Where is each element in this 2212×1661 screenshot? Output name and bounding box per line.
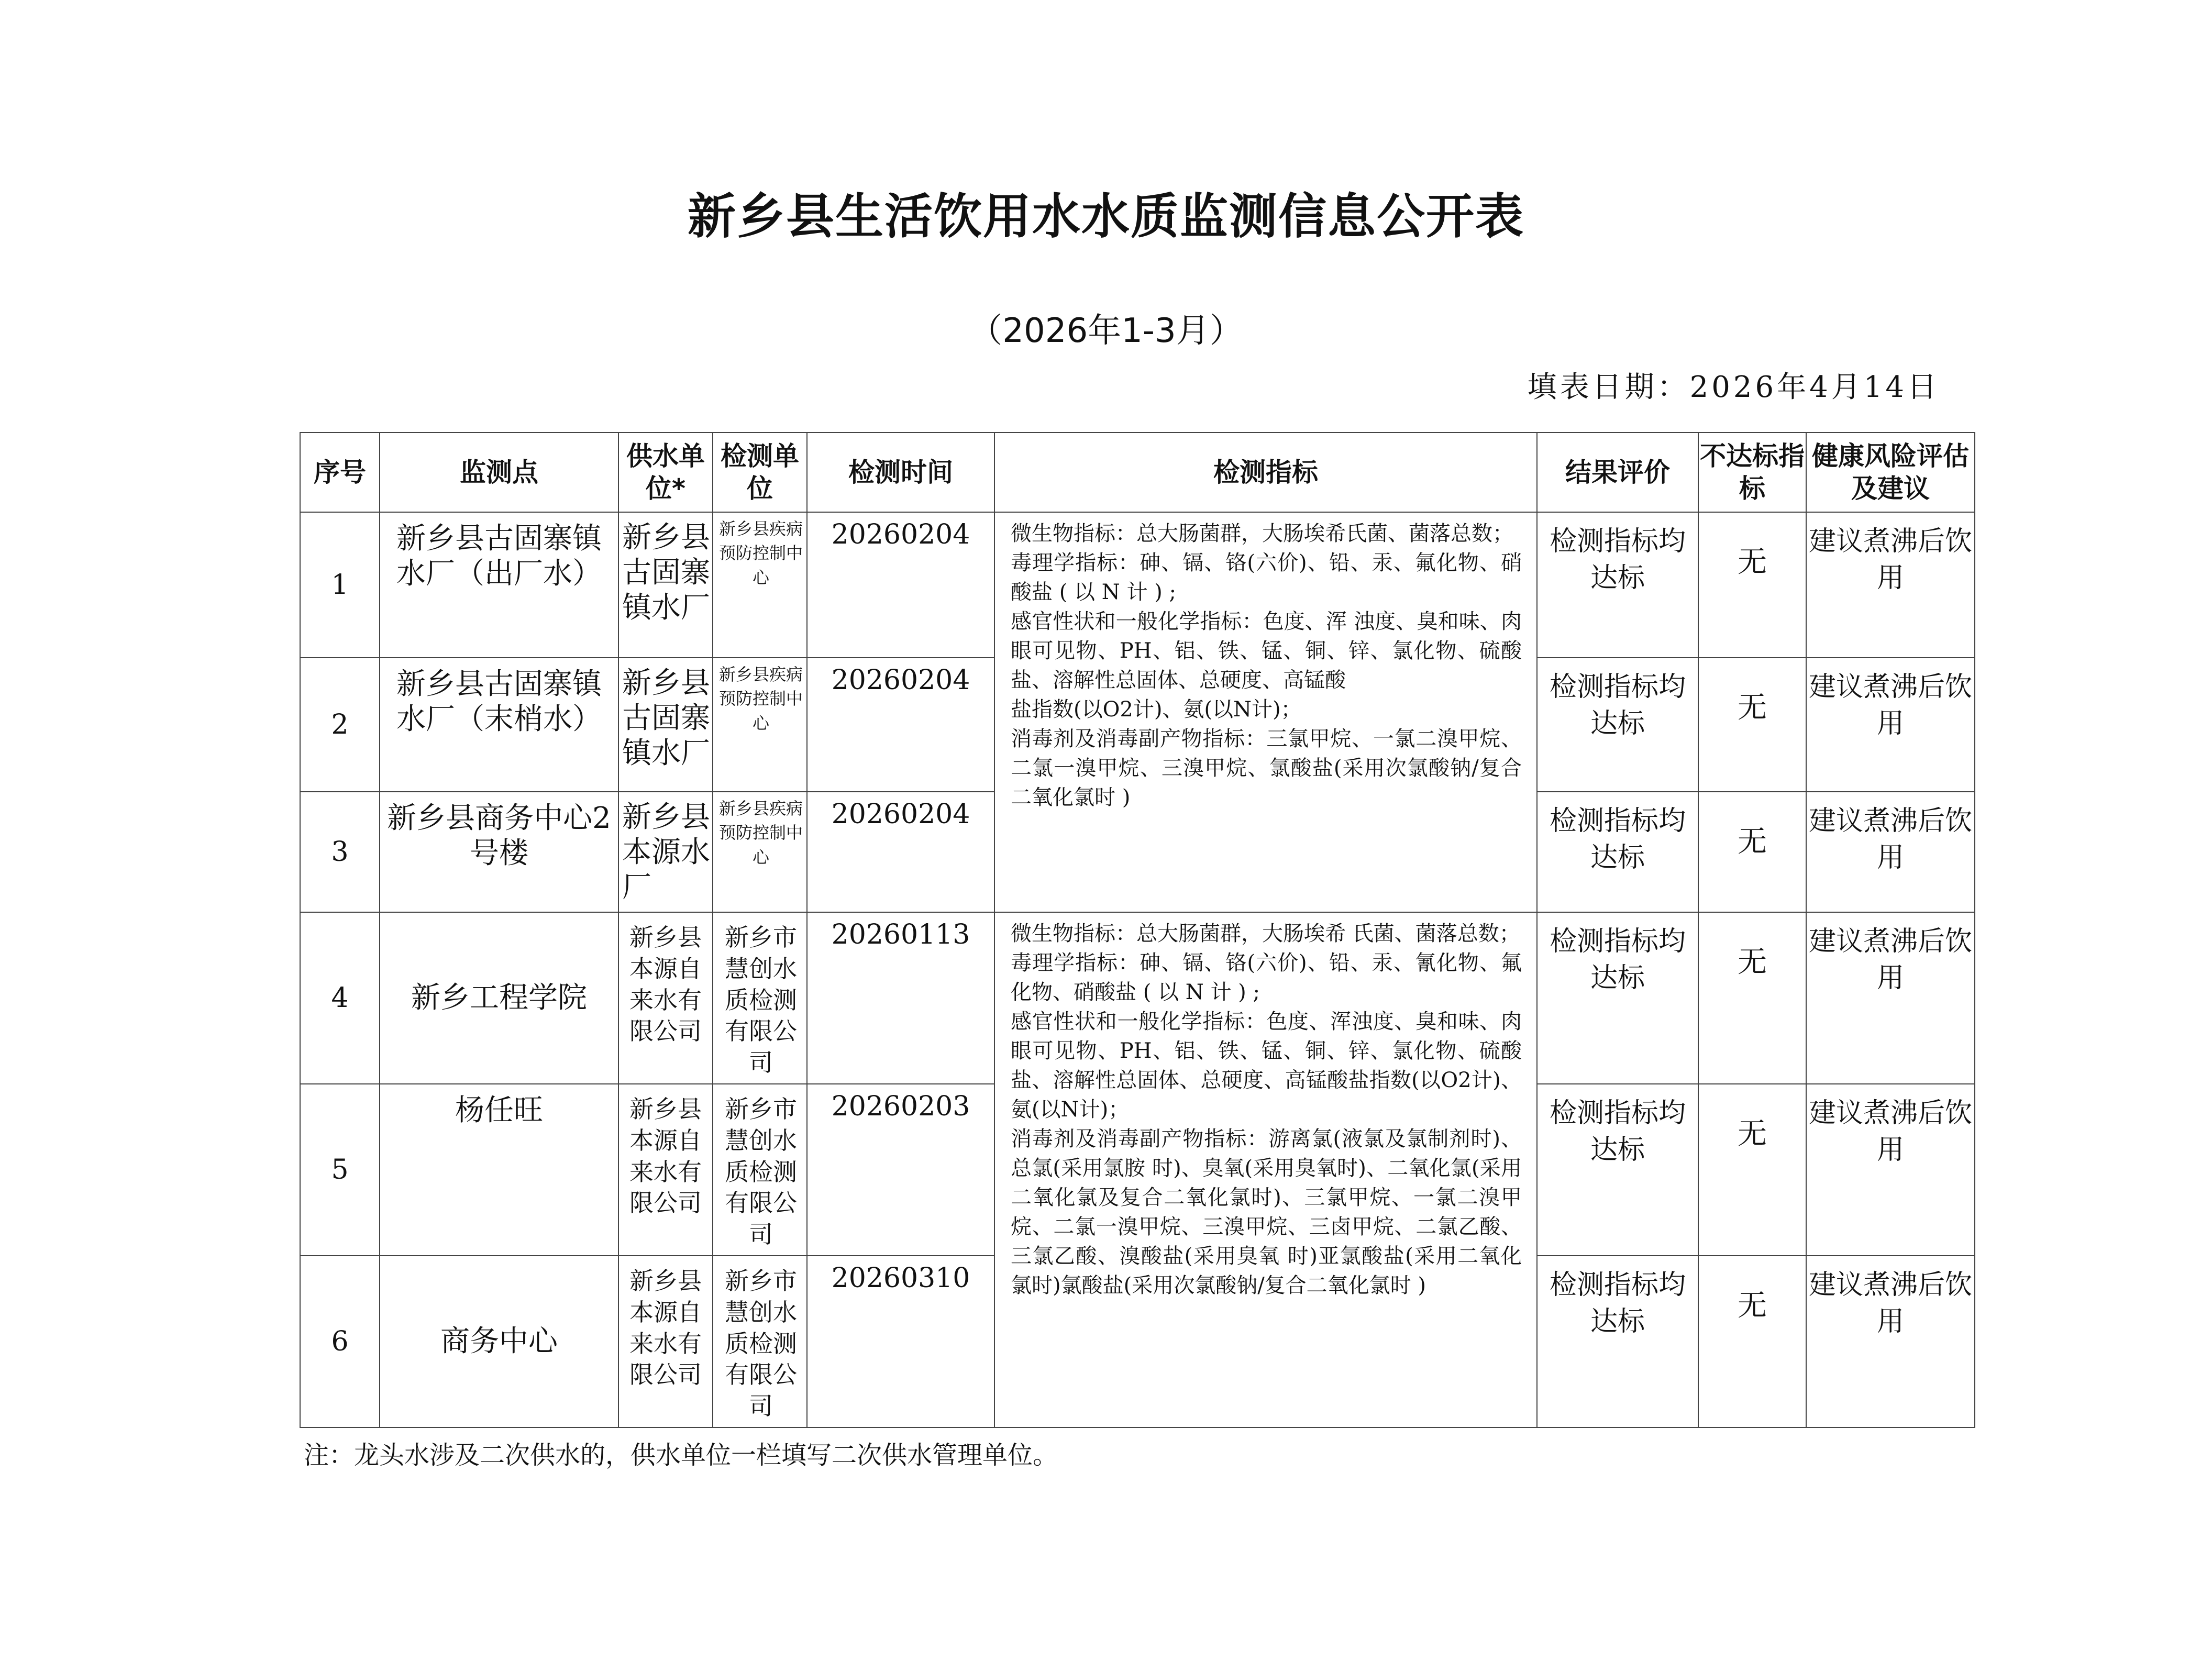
page-title: 新乡县生活饮用水水质监测信息公开表 <box>687 189 1524 245</box>
header-site: 监测点 <box>380 433 618 512</box>
cell-time: 20260204 <box>807 792 994 912</box>
header-no: 序号 <box>300 433 380 512</box>
indicator-disinfect: 消毒剂及消毒副产物指标：游离氯(液氯及氯制剂时)、总氯(采用氯胺 时)、臭氧(采用臭氧时)、二氧化氯(采用二氧化氯及复合二氧化氯时)、三氯甲烷、一氯二溴甲烷、二氯一溴甲烷、三溴甲烷、三卤甲烷、二氯乙酸、三氯乙酸、溴酸盐(采用臭氧 时)亚氯酸盐(采用二氧化氯时)氯酸盐(采用次氯酸钠/复合二氧化氯时 ) <box>1011 1127 1522 1298</box>
header-time: 检测时间 <box>807 433 994 512</box>
water-quality-table <box>300 432 1975 1428</box>
cell-fail: 无 <box>1698 1256 1806 1427</box>
cell-supplier: 新乡县古固寨镇水厂 <box>618 512 713 658</box>
cell-time: 20260310 <box>807 1256 994 1427</box>
footnote: 注：龙头水涉及二次供水的，供水单位一栏填写二次供水管理单位。 <box>304 1441 1058 1470</box>
header-advice: 健康风险评估及建议 <box>1806 433 1975 512</box>
cell-supplier: 新乡县本源自来水有限公司 <box>618 1256 713 1427</box>
header-lab: 检测单位 <box>713 433 807 512</box>
fill-date: 填表日期：2026年4月14日 <box>1527 370 1940 404</box>
cell-fail: 无 <box>1698 912 1806 1084</box>
table-row <box>300 912 1975 1084</box>
cell-result: 检测指标均达标 <box>1537 912 1698 1084</box>
cell-no: 4 <box>300 912 380 1084</box>
cell-lab: 新乡县疾病预防控制中心 <box>713 792 807 912</box>
cell-advice: 建议煮沸后饮用 <box>1806 1256 1975 1427</box>
cell-time: 20260204 <box>807 512 994 658</box>
cell-site: 杨任旺 <box>380 1084 618 1256</box>
cell-fail: 无 <box>1698 792 1806 912</box>
cell-time: 20260113 <box>807 912 994 1084</box>
indicator-micro: 微生物指标：总大肠菌群，大肠埃希氏菌、菌落总数； <box>1011 522 1513 546</box>
cell-result: 检测指标均达标 <box>1537 792 1698 912</box>
table-row <box>300 512 1975 658</box>
cell-advice: 建议煮沸后饮用 <box>1806 792 1975 912</box>
header-supplier: 供水单位* <box>618 433 713 512</box>
cell-time: 20260204 <box>807 658 994 792</box>
cell-advice: 建议煮沸后饮用 <box>1806 912 1975 1084</box>
indicator-toxic: 毒理学指标：砷、镉、铬(六价)、铅、汞、氰化物、氟化物、硝酸盐 ( 以 N 计 ) ; <box>1011 951 1522 1004</box>
cell-result: 检测指标均达标 <box>1537 1084 1698 1256</box>
cell-time: 20260203 <box>807 1084 994 1256</box>
table-header-row <box>300 433 1975 512</box>
cell-lab: 新乡市慧创水质检测有限公司 <box>713 1084 807 1256</box>
cell-advice: 建议煮沸后饮用 <box>1806 658 1975 792</box>
indicator-sensory: 感官性状和一般化学指标：色度、浑 浊度、臭和味、肉眼可见物、PH、铝、铁、锰、铜、锌、氯化物、硫酸 盐、溶解性总固体、总硬度、高锰酸 <box>1011 610 1522 692</box>
cell-no: 2 <box>300 658 380 792</box>
cell-supplier: 新乡县本源自来水有限公司 <box>618 912 713 1084</box>
cell-site: 新乡工程学院 <box>380 912 618 1084</box>
period-subtitle: （2026年1-3月） <box>969 312 1243 350</box>
indicator-sensory: 感官性状和一般化学指标：色度、浑浊度、臭和味、肉眼可见物、PH、铝、铁、锰、铜、锌、氯化物、硫酸 盐、溶解性总固体、总硬度、高锰酸盐指数(以O2计)、氨(以N计)； <box>1011 1010 1522 1122</box>
cell-lab: 新乡县疾病预防控制中心 <box>713 658 807 792</box>
cell-indicators-group1 <box>994 512 1537 912</box>
cell-site: 新乡县古固寨镇水厂（出厂水） <box>380 512 618 658</box>
cell-site: 新乡县商务中心2号楼 <box>380 792 618 912</box>
cell-advice: 建议煮沸后饮用 <box>1806 512 1975 658</box>
cell-result: 检测指标均达标 <box>1537 658 1698 792</box>
cell-lab: 新乡市慧创水质检测有限公司 <box>713 1256 807 1427</box>
cell-lab: 新乡县疾病预防控制中心 <box>713 512 807 658</box>
indicator-micro: 微生物指标：总大肠菌群，大肠埃希 氏菌、菌落总数； <box>1011 922 1520 946</box>
header-result: 结果评价 <box>1537 433 1698 512</box>
cell-site: 新乡县古固寨镇水厂（末梢水） <box>380 658 618 792</box>
cell-advice: 建议煮沸后饮用 <box>1806 1084 1975 1256</box>
indicator-disinfect: 消毒剂及消毒副产物指标：三氯甲烷、一氯二溴甲烷、二氯一溴甲烷、三溴甲烷、氯酸盐(采用次氯酸钠/复合二氧化氯时 ) <box>1011 727 1522 810</box>
indicator-toxic: 毒理学指标：砷、镉、铬(六价)、铅、汞、氟化物、硝酸盐 ( 以 N 计 ) ; <box>1011 551 1522 604</box>
cell-indicators-group2 <box>994 912 1537 1427</box>
cell-supplier: 新乡县本源自来水有限公司 <box>618 1084 713 1256</box>
cell-result: 检测指标均达标 <box>1537 1256 1698 1427</box>
cell-lab: 新乡市慧创水质检测有限公司 <box>713 912 807 1084</box>
cell-site: 商务中心 <box>380 1256 618 1427</box>
cell-no: 3 <box>300 792 380 912</box>
header-indicators: 检测指标 <box>994 433 1537 512</box>
cell-supplier: 新乡县古固寨镇水厂 <box>618 658 713 792</box>
cell-supplier: 新乡县本源水厂 <box>618 792 713 912</box>
indicator-sensory-cont: 盐指数(以O2计)、氨(以N计)； <box>1011 697 1302 722</box>
cell-no: 5 <box>300 1084 380 1256</box>
cell-fail: 无 <box>1698 512 1806 658</box>
cell-fail: 无 <box>1698 658 1806 792</box>
cell-no: 6 <box>300 1256 380 1427</box>
cell-result: 检测指标均达标 <box>1537 512 1698 658</box>
cell-fail: 无 <box>1698 1084 1806 1256</box>
header-fail: 不达标指标 <box>1698 433 1806 512</box>
cell-no: 1 <box>300 512 380 658</box>
